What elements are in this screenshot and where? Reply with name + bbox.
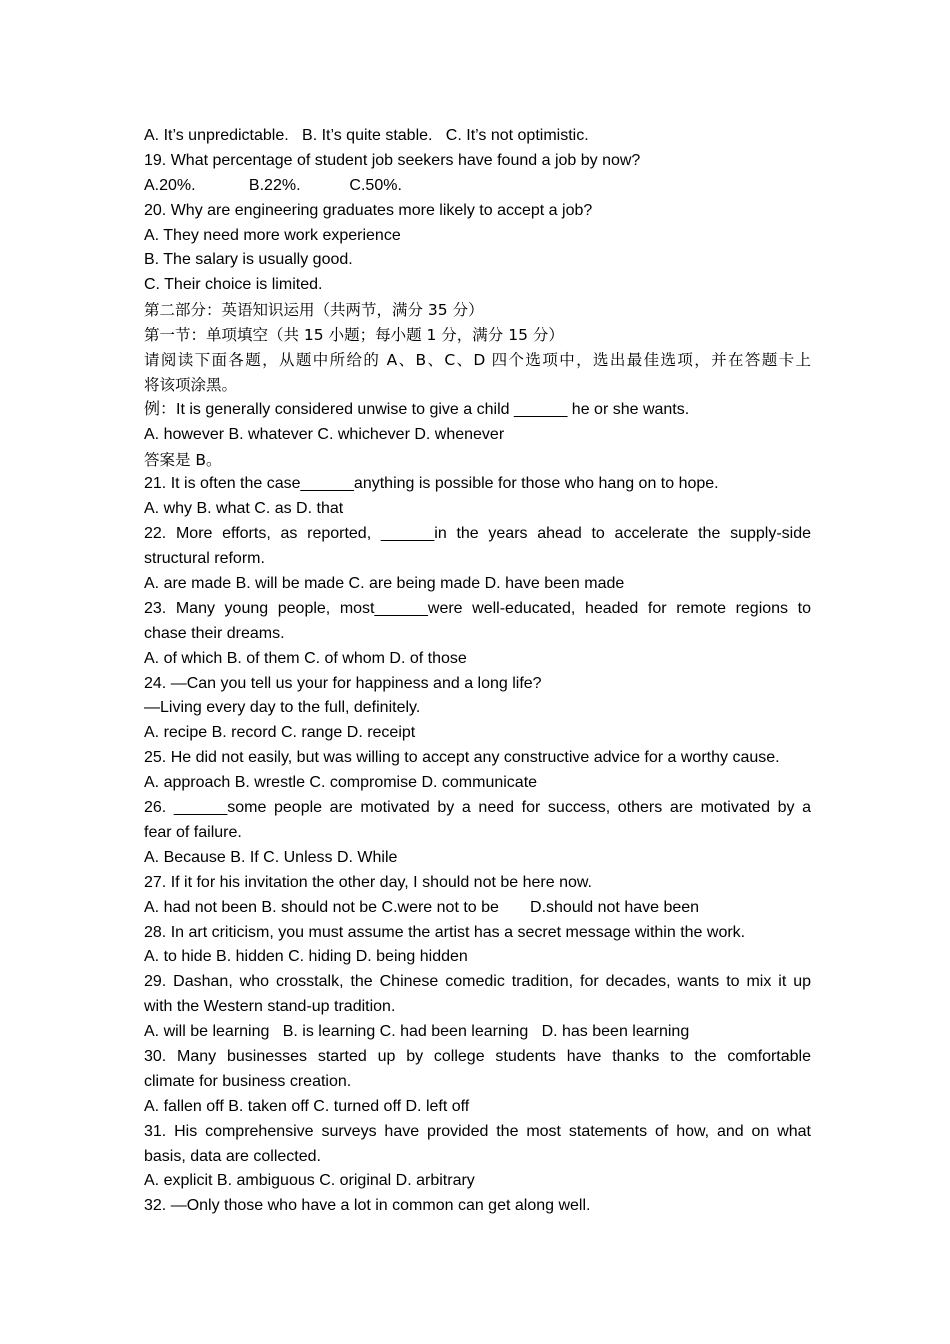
text-line: 将该项涂黑。 xyxy=(144,375,238,394)
document-page xyxy=(144,124,811,1219)
text-line: 第一节：单项填空（共 15 小题；每小题 1 分，满分 15 分） xyxy=(144,326,564,345)
text-line: A. recipe B. record C. range D. receipt xyxy=(144,724,416,742)
text-line: A. It’s unpredictable. B. It’s quite stable. C. It’s not optimistic. xyxy=(144,127,589,144)
text-line: 22. More efforts, as reported, ______in the years ahead to accelerate the supply-side xyxy=(144,525,811,543)
text-line: A. had not been B. should not be C.were not to be D.should not have been xyxy=(144,898,700,916)
text-line: A. They need more work experience xyxy=(144,226,401,244)
text-line: A. explicit B. ambiguous C. original D. arbitrary xyxy=(144,1172,475,1190)
text-line: structural reform. xyxy=(144,550,265,568)
text-line: A. to hide B. hidden C. hiding D. being hidden xyxy=(144,948,468,966)
text-line: A. fallen off B. taken off C. turned off D. left off xyxy=(144,1097,470,1115)
text-line: A. will be learning B. is learning C. had been learning D. has been learning xyxy=(144,1023,690,1041)
text-line: 20. Why are engineering graduates more likely to accept a job? xyxy=(144,201,593,219)
text-line: with the Western stand-up tradition. xyxy=(144,998,396,1016)
text-line: 28. In art criticism, you must assume the artist has a secret message within the work. xyxy=(144,923,746,941)
text-line: 29. Dashan, who crosstalk, the Chinese comedic tradition, for decades, wants to mix it up xyxy=(144,973,811,991)
text-line: 31. His comprehensive surveys have provided the most statements of how, and on what xyxy=(144,1122,811,1140)
text-line: A. Because B. If C. Unless D. While xyxy=(144,848,398,866)
text-line: A.20%. B.22%. C.50%. xyxy=(144,176,402,194)
text-line: 答案是 B。 xyxy=(144,450,222,469)
text-line: 32. —Only those who have a lot in common can get along well. xyxy=(144,1197,591,1215)
text-line: 24. —Can you tell us your for happiness and a long life? xyxy=(144,674,542,692)
text-line: 30. Many businesses started up by college students have thanks to the comfortable xyxy=(144,1047,811,1065)
text-line: 例：It is generally considered unwise to give a child ______ he or she wants. xyxy=(144,400,690,418)
text-line: A. are made B. will be made C. are being made D. have been made xyxy=(144,575,625,593)
text-line: C. Their choice is limited. xyxy=(144,276,323,294)
text-line: fear of failure. xyxy=(144,823,242,841)
text-line: 第二部分：英语知识运用（共两节，满分 35 分） xyxy=(144,301,484,320)
text-line: 19. What percentage of student job seekers have found a job by now? xyxy=(144,151,641,169)
text-line: climate for business creation. xyxy=(144,1072,352,1090)
text-line: B. The salary is usually good. xyxy=(144,251,353,269)
text-line: A. however B. whatever C. whichever D. whenever xyxy=(144,425,505,443)
text-line: 25. He did not easily, but was willing to accept any constructive advice for a worthy cause. xyxy=(144,749,780,767)
text-line: 21. It is often the case______anything is possible for those who hang on to hope. xyxy=(144,475,719,493)
text-line: 23. Many young people, most______were well-educated, headed for remote regions to xyxy=(144,599,811,617)
text-line: basis, data are collected. xyxy=(144,1147,321,1165)
text-line: A. why B. what C. as D. that xyxy=(144,500,344,518)
text-line: 26. ______some people are motivated by a need for success, others are motivated by a xyxy=(144,799,811,817)
text-line: 请阅读下面各题，从题中所给的 A、B、C、D 四个选项中，选出最佳选项，并在答题卡上 xyxy=(144,351,811,370)
text-line: A. approach B. wrestle C. compromise D. communicate xyxy=(144,774,538,792)
text-line: chase their dreams. xyxy=(144,624,285,642)
text-line: —Living every day to the full, definitely. xyxy=(144,699,421,717)
text-line: A. of which B. of them C. of whom D. of those xyxy=(144,649,467,667)
text-line: 27. If it for his invitation the other day, I should not be here now. xyxy=(144,873,592,891)
